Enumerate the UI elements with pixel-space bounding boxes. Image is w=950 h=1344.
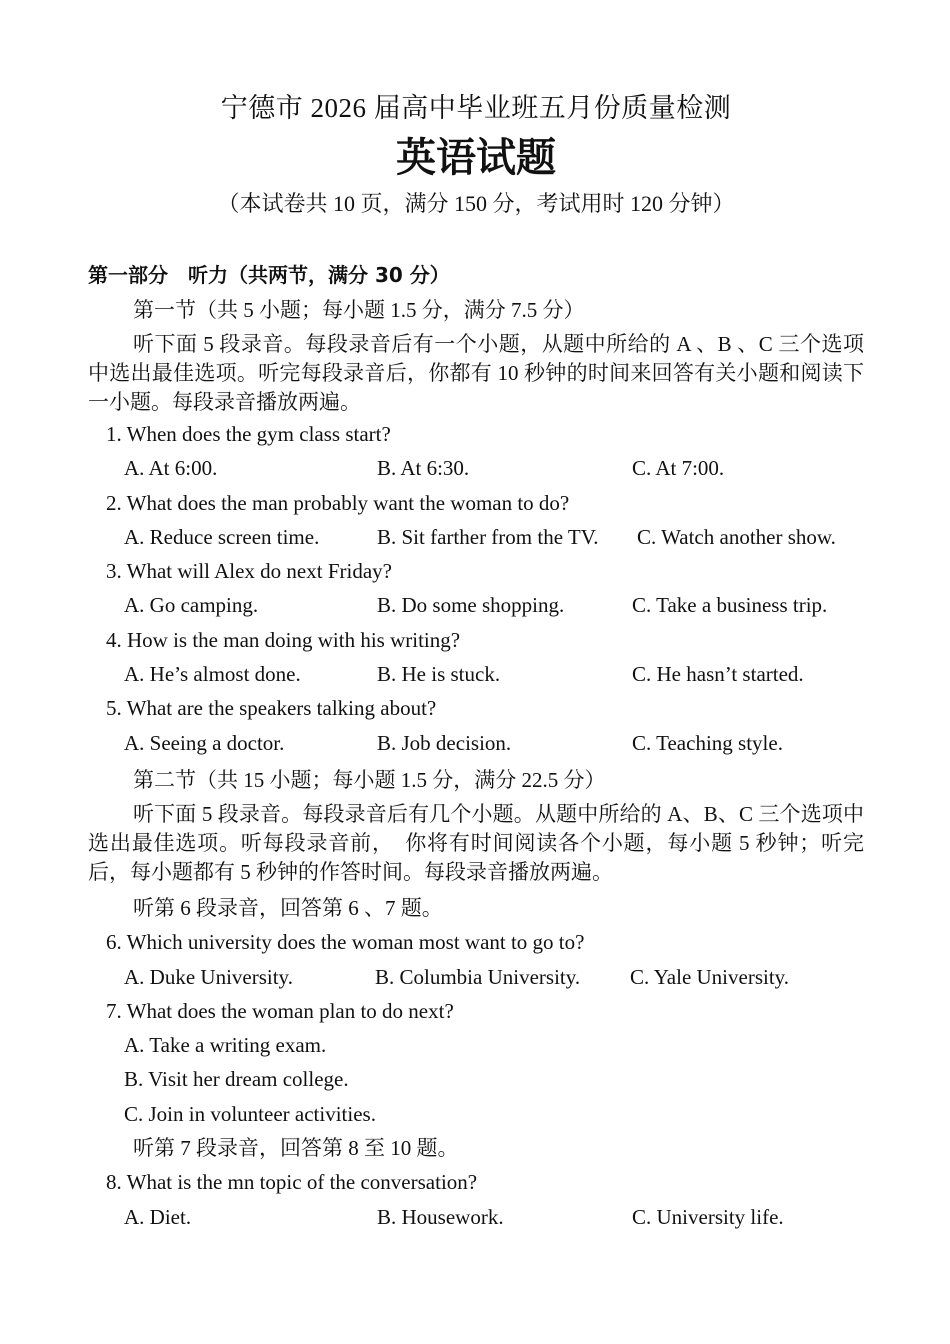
question-6-options: [88, 960, 864, 994]
option-c: C. University life.: [632, 1204, 784, 1229]
exam-note: （本试卷共 10 页，满分 150 分，考试用时 120 分钟）: [217, 191, 735, 216]
listen-7-prompt: 听第 7 段录音，回答第 8 至 10 题。: [133, 1136, 459, 1161]
question-1-stem: 1. When does the gym class start?: [106, 422, 391, 446]
option-a: A. Reduce screen time.: [124, 524, 320, 549]
question-5-stem: 5. What are the speakers talking about?: [106, 696, 437, 721]
question-3-options: [88, 588, 864, 622]
option-a: A. Diet.: [124, 1204, 192, 1229]
exam-title: 宁德市 2026 届高中毕业班五月份质量检测: [220, 93, 732, 123]
subject-title: 英语试题: [396, 135, 556, 181]
option-c: C. Teaching style.: [632, 730, 783, 755]
question-3-stem: 3. What will Alex do next Friday?: [106, 559, 392, 584]
question-8-stem: 8. What is the mn topic of the conversation?: [106, 1170, 478, 1195]
option-c: C. He hasn’t started.: [632, 662, 804, 687]
section1-heading: 第一节（共 5 小题；每小题 1.5 分，满分 7.5 分）: [133, 298, 585, 322]
option-a: A. Duke University.: [124, 964, 293, 989]
option-a: A. Seeing a doctor.: [124, 730, 285, 755]
question-5-options: [88, 726, 864, 760]
option-b: B. Sit farther from the TV.: [377, 524, 599, 549]
question-2-options: [88, 520, 864, 554]
option-b: B. He is stuck.: [377, 662, 501, 687]
listen-6-prompt: 听第 6 段录音，回答第 6 、7 题。: [133, 895, 443, 920]
option-b: B. At 6:30.: [377, 456, 470, 481]
option-a: A. Go camping.: [124, 593, 259, 618]
question-6-stem: 6. Which university does the woman most want to go to?: [106, 930, 585, 955]
option-c: C. Join in volunteer activities.: [124, 1101, 376, 1126]
option-a: A. He’s almost done.: [124, 662, 301, 687]
question-2-stem: 2. What does the man probably want the woman to do?: [106, 490, 570, 515]
option-b: B. Visit her dream college.: [124, 1067, 349, 1092]
option-a: A. At 6:00.: [124, 456, 218, 481]
option-b: B. Housework.: [377, 1204, 504, 1229]
option-c: C. Take a business trip.: [632, 593, 828, 618]
question-1-options: [88, 451, 864, 485]
option-a: A. Take a writing exam.: [124, 1033, 327, 1058]
part1-heading: 第一部分 听力（共两节，满分 30 分）: [88, 263, 450, 287]
section2-instructions: 听下面 5 段录音。每段录音后有几个小题。从题中所给的 A、B、C 三个选项中选出最佳选项。听每段录音前， 你将有时间阅读各个小题，每小题 5 秒钟；听完后，每小题都有 5 秒钟的作答时间。每段录音播放两遍。: [88, 801, 864, 884]
question-4-stem: 4. How is the man doing with his writing?: [106, 627, 461, 652]
option-b: B. Job decision.: [377, 730, 512, 755]
question-8-options: [88, 1200, 864, 1234]
question-4-options: [88, 657, 864, 691]
option-c: C. Yale University.: [630, 964, 790, 989]
option-c: C. Watch another show.: [637, 524, 836, 549]
option-b: B. Do some shopping.: [377, 593, 565, 618]
section2-heading: 第二节（共 15 小题；每小题 1.5 分，满分 22.5 分）: [133, 767, 606, 792]
exam-page: [88, 88, 864, 1234]
option-c: C. At 7:00.: [632, 456, 725, 481]
section1-instructions: 听下面 5 段录音。每段录音后有一个小题，从题中所给的 A 、B 、C 三个选项中选出最佳选项。听完每段录音后，你都有 10 秒钟的时间来回答有关小题和阅读下一小题。每段录音播放两遍。: [88, 332, 864, 414]
question-7-stem: 7. What does the woman plan to do next?: [106, 998, 454, 1023]
option-b: B. Columbia University.: [375, 964, 581, 989]
